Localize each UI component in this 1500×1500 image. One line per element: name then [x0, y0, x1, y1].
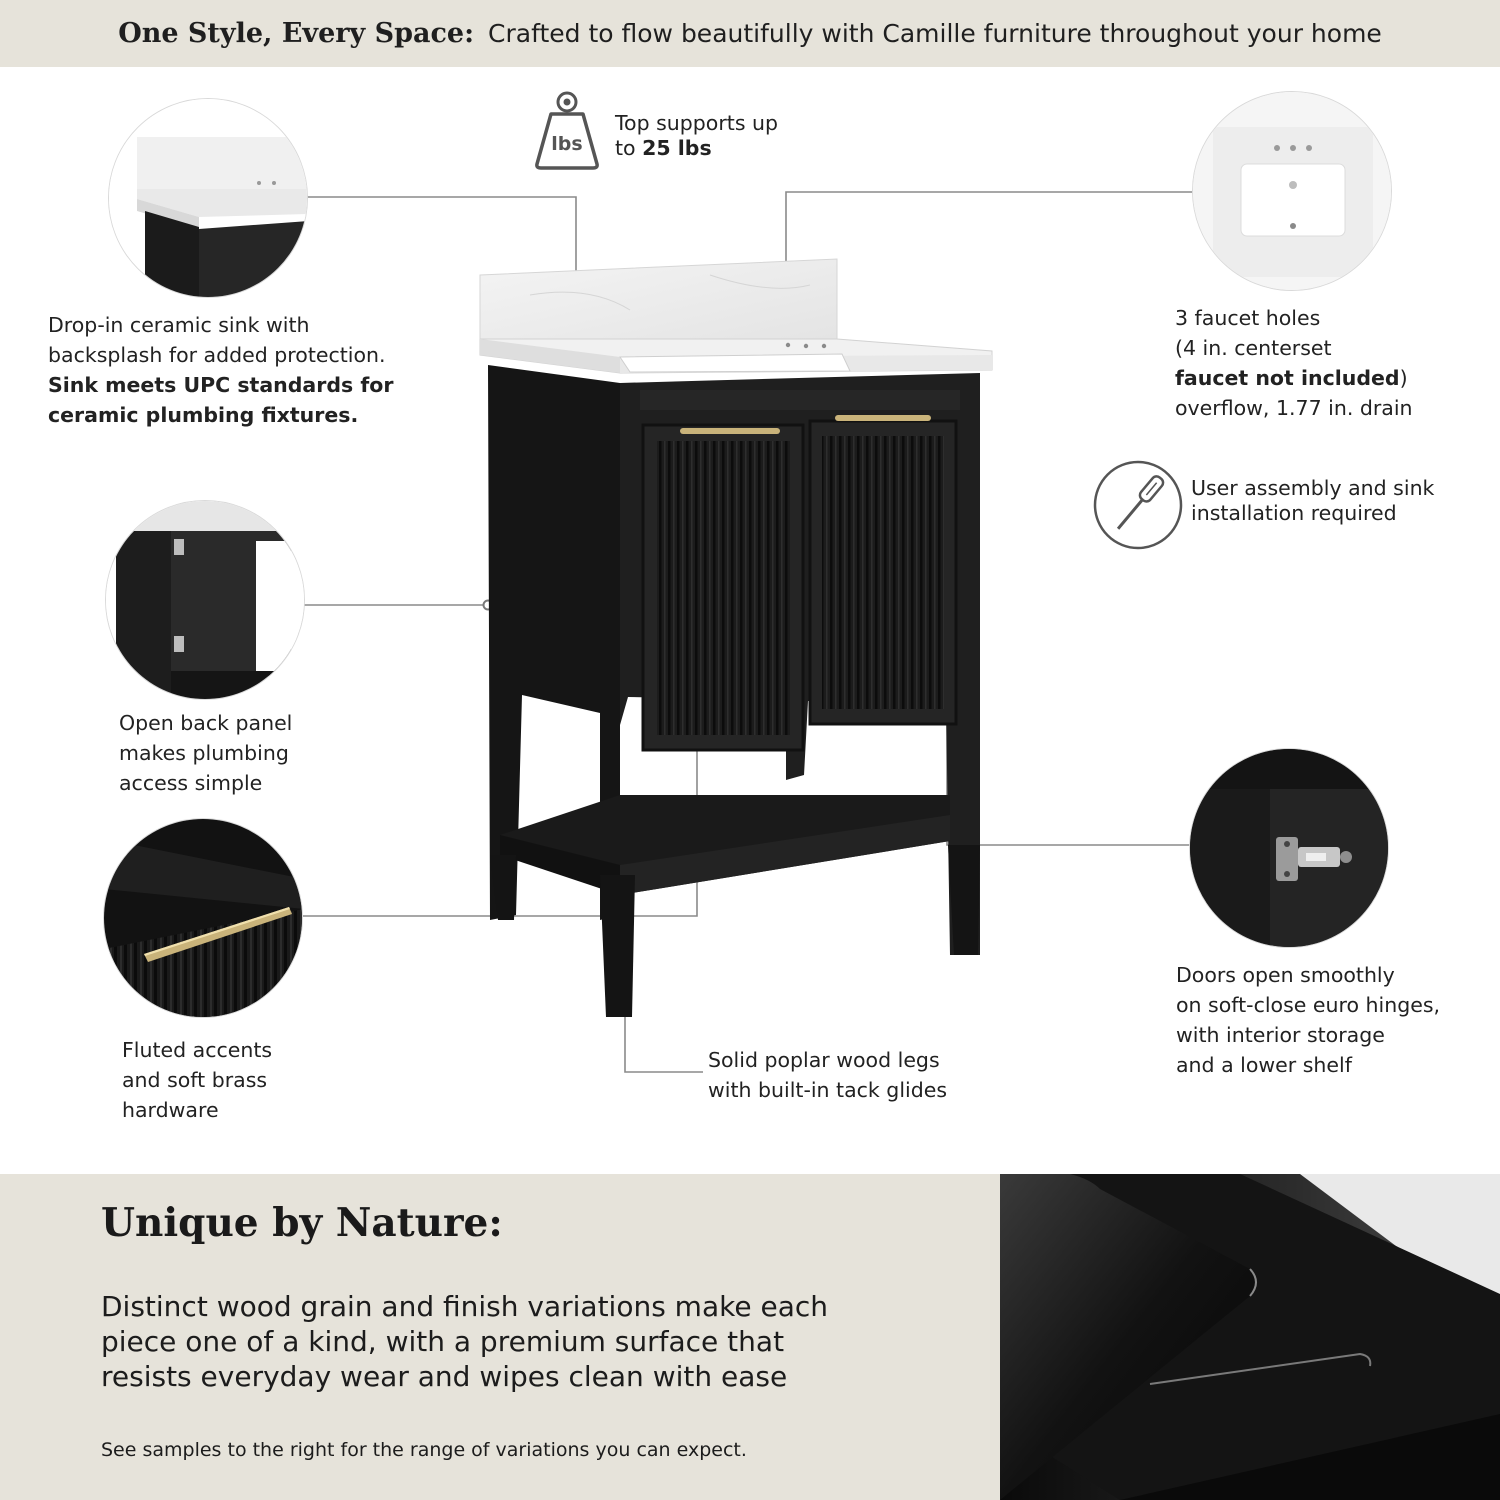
assembly-callout-text: User assembly and sink installation required: [1191, 476, 1435, 525]
brass-handle-image: [103, 818, 303, 1018]
banner-heading: One Style, Every Space:: [118, 18, 475, 49]
finish-samples-image: [1000, 1174, 1500, 1500]
vanity-illustration: [470, 255, 1000, 1035]
sink-callout-text: Drop-in ceramic sink with backsplash for added protection. Sink meets UPC standards for ceramic plumbing fixtures.: [48, 313, 394, 427]
faucet-callout-text: 3 faucet holes (4 in. centerset faucet not included) overflow, 1.77 in. drain: [1175, 306, 1413, 420]
screwdriver-icon: [1093, 460, 1183, 550]
weight-icon: [531, 90, 603, 170]
unique-title: Unique by Nature:: [101, 1200, 503, 1246]
top-banner: [0, 0, 1500, 67]
sink-topview-image: [1192, 91, 1392, 291]
legs-callout-text: Solid poplar wood legs with built-in tack glides: [708, 1048, 948, 1102]
back-panel-callout-text: Open back panel makes plumbing access simple: [119, 711, 293, 795]
hardware-callout-text: Fluted accents and soft brass hardware: [122, 1038, 273, 1122]
hinge-callout-text: Doors open smoothly on soft-close euro hinges, with interior storage and a lower shelf: [1176, 963, 1441, 1077]
back-panel-image: [105, 500, 305, 700]
unique-note: See samples to the right for the range of variations you can expect.: [101, 1439, 747, 1461]
backsplash-detail-image: [108, 98, 308, 298]
banner-text: Crafted to flow beautifully with Camille furniture throughout your home: [488, 19, 1382, 48]
svg-text:lbs: lbs: [551, 133, 583, 155]
weight-text: Top supports up to 25 lbs: [615, 111, 779, 160]
unique-body: Distinct wood grain and finish variations make each piece one of a kind, with a premium surface that resists everyday wear and wipes clean with ease: [101, 1290, 828, 1393]
euro-hinge-image: [1189, 748, 1389, 948]
